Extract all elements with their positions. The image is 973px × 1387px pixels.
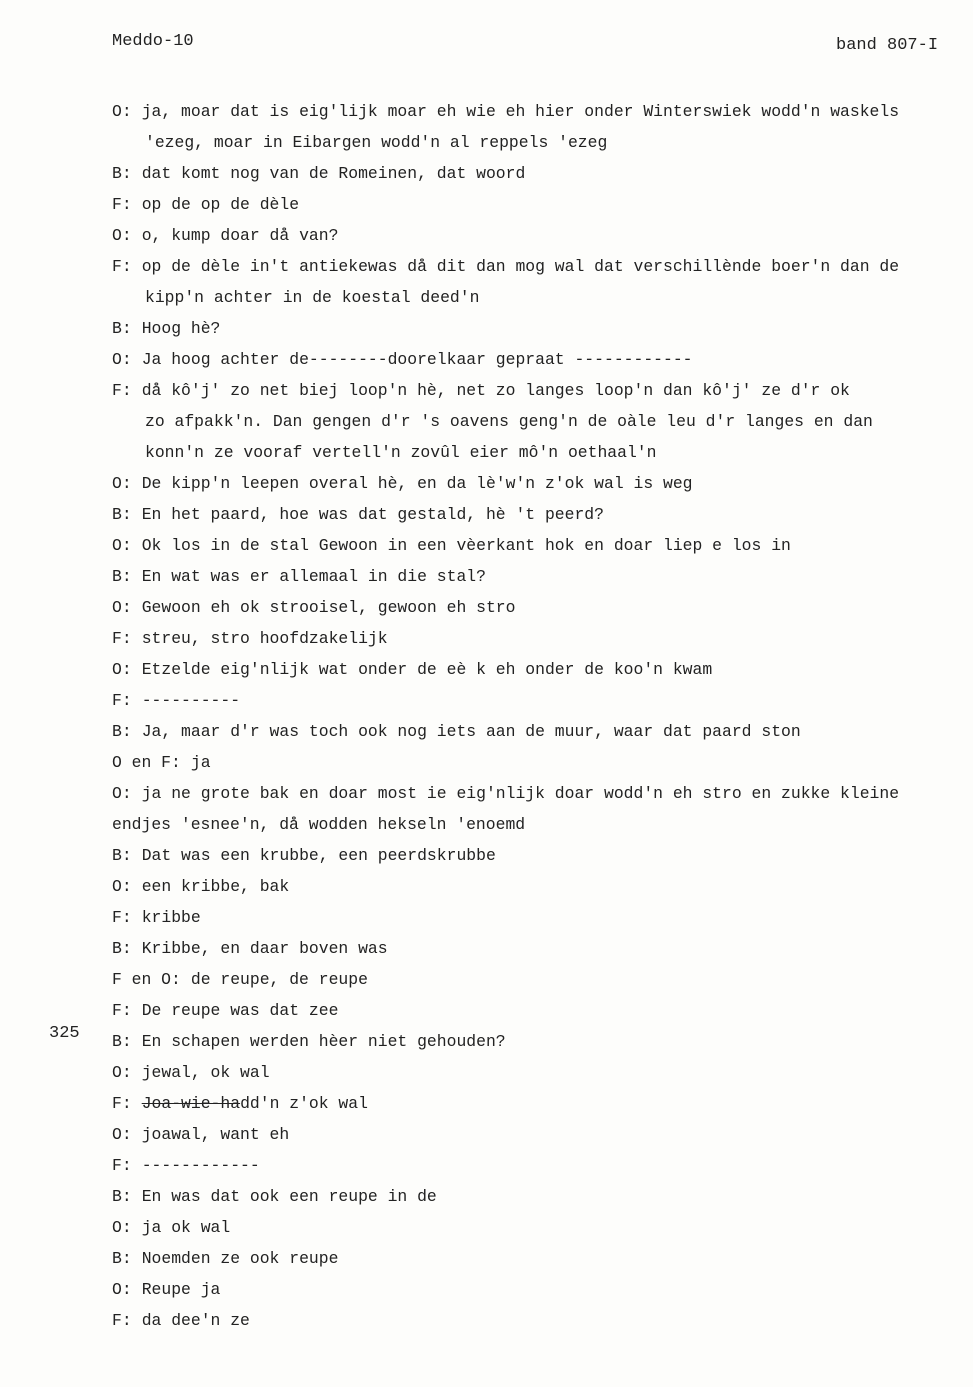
utterance-text: En schapen werden hèer niet gehouden?	[141, 1032, 506, 1051]
speaker-label: O:	[112, 226, 132, 245]
transcript-line	[112, 437, 962, 468]
transcript-line	[112, 1088, 962, 1119]
utterance-text: een kribbe, bak	[141, 877, 290, 896]
speaker-label: B:	[112, 1249, 132, 1268]
transcript-line	[112, 685, 962, 716]
speaker-label: B:	[112, 505, 132, 524]
speaker-label: F:	[112, 257, 132, 276]
transcript-line	[112, 251, 962, 282]
utterance-text: joawal, want eh	[141, 1125, 290, 1144]
transcript-line	[112, 778, 962, 809]
speaker-label: F:	[112, 1156, 132, 1175]
utterance-text: ja ok wal	[141, 1218, 231, 1237]
utterance-text: Ja hoog achter de--------doorelkaar gepraat ------------	[141, 350, 693, 369]
transcript-line	[112, 1212, 962, 1243]
utterance-text: o, kump doar då van?	[141, 226, 339, 245]
transcript-line	[112, 499, 962, 530]
line-counter: 325	[49, 1024, 80, 1043]
utterance-text: Gewoon eh ok strooisel, gewoon eh stro	[141, 598, 516, 617]
transcript-line	[112, 158, 962, 189]
speaker-label: F:	[112, 629, 132, 648]
speaker-label: B:	[112, 846, 132, 865]
transcript-line	[112, 902, 962, 933]
transcript-line	[112, 96, 962, 127]
transcript-line	[112, 840, 962, 871]
utterance-text: De reupe was dat zee	[141, 1001, 339, 1020]
utterance-text: då kô'j' zo net biej loop'n hè, net zo langes loop'n dan kô'j' ze d'r ok	[141, 381, 850, 400]
utterance-text: De kipp'n leepen overal hè, en da lè'w'n z'ok wal is weg	[141, 474, 693, 493]
utterance-text: ----------	[141, 691, 241, 710]
speaker-label: O:	[112, 102, 132, 121]
speaker-label: O:	[112, 1063, 132, 1082]
utterance-text: op de op de dèle	[141, 195, 300, 214]
utterance-text: op de dèle in't antiekewas då dit dan mog wal dat verschillènde boer'n dan de	[141, 257, 900, 276]
transcript-line	[112, 1150, 962, 1181]
transcript-body	[112, 96, 962, 1336]
utterance-text: Dat was een krubbe, een peerdskrubbe	[141, 846, 496, 865]
speaker-label: F:	[112, 1094, 132, 1113]
speaker-label: F:	[112, 1001, 132, 1020]
speaker-label: B:	[112, 1032, 132, 1051]
utterance-text: de reupe, de reupe	[190, 970, 368, 989]
transcript-line	[112, 344, 962, 375]
transcript-line	[112, 468, 962, 499]
transcript-line	[112, 189, 962, 220]
transcript-line	[112, 809, 962, 840]
utterance-text: En het paard, hoe was dat gestald, hè 't peerd?	[141, 505, 604, 524]
speaker-label: B:	[112, 722, 132, 741]
utterance-text: dd'n z'ok wal	[240, 1094, 368, 1113]
transcript-line	[112, 716, 962, 747]
utterance-text: ja ne grote bak en doar most ie eig'nlijk doar wodd'n eh stro en zukke kleine	[141, 784, 900, 803]
speaker-label: F:	[112, 908, 132, 927]
transcript-line	[112, 530, 962, 561]
utterance-text: Reupe ja	[141, 1280, 221, 1299]
transcript-line	[112, 1119, 962, 1150]
utterance-text: Etzelde eig'nlijk wat onder de eè k eh onder de koo'n kwam	[141, 660, 713, 679]
utterance-text: endjes 'esnee'n, då wodden hekseln 'enoemd	[112, 815, 526, 834]
utterance-text: konn'n ze vooraf vertell'n zovûl eier mô'n oethaal'n	[145, 443, 657, 462]
transcript-line	[112, 561, 962, 592]
transcript-line	[112, 654, 962, 685]
transcript-line	[112, 282, 962, 313]
speaker-label: F:	[112, 691, 132, 710]
speaker-label: O:	[112, 877, 132, 896]
speaker-label: O en F:	[112, 753, 181, 772]
utterance-text: streu, stro hoofdzakelijk	[141, 629, 388, 648]
utterance-text: Ja, maar d'r was toch ook nog iets aan de muur, waar dat paard ston	[141, 722, 801, 741]
speaker-label: O:	[112, 536, 132, 555]
utterance-text: 'ezeg, moar in Eibargen wodd'n al reppels 'ezeg	[145, 133, 608, 152]
transcript-line	[112, 1274, 962, 1305]
utterance-text: ja, moar dat is eig'lijk moar eh wie eh hier onder Winterswiek wodd'n waskels	[141, 102, 900, 121]
utterance-text: da dee'n ze	[141, 1311, 250, 1330]
transcript-line	[112, 375, 962, 406]
utterance-text: dat komt nog van de Romeinen, dat woord	[141, 164, 526, 183]
speaker-label: O:	[112, 350, 132, 369]
transcript-line	[112, 1181, 962, 1212]
speaker-label: B:	[112, 1187, 132, 1206]
transcript-line	[112, 406, 962, 437]
speaker-label: B:	[112, 319, 132, 338]
utterance-text: jewal, ok wal	[141, 1063, 270, 1082]
utterance-text: En wat was er allemaal in die stal?	[141, 567, 486, 586]
speaker-label: O:	[112, 598, 132, 617]
utterance-text: kipp'n achter in de koestal deed'n	[145, 288, 480, 307]
transcript-line	[112, 1026, 962, 1057]
transcript-line	[112, 964, 962, 995]
transcript-line	[112, 623, 962, 654]
utterance-text: Noemden ze ook reupe	[141, 1249, 339, 1268]
utterance-text: Kribbe, en daar boven was	[141, 939, 388, 958]
speaker-label: B:	[112, 939, 132, 958]
utterance-text: Hoog hè?	[141, 319, 221, 338]
transcript-line	[112, 1305, 962, 1336]
speaker-label: F:	[112, 1311, 132, 1330]
utterance-text: kribbe	[141, 908, 201, 927]
speaker-label: F en O:	[112, 970, 181, 989]
speaker-label: O:	[112, 1218, 132, 1237]
transcript-line	[112, 313, 962, 344]
transcript-line	[112, 592, 962, 623]
transcript-line	[112, 747, 962, 778]
speaker-label: B:	[112, 567, 132, 586]
speaker-label: F:	[112, 195, 132, 214]
transcript-line	[112, 220, 962, 251]
speaker-label: O:	[112, 784, 132, 803]
utterance-text: zo afpakk'n. Dan gengen d'r 's oavens geng'n de oàle leu d'r langes en dan	[145, 412, 873, 431]
document-id: Meddo-10	[112, 32, 194, 51]
utterance-text: ------------	[141, 1156, 260, 1175]
transcript-line	[112, 127, 962, 158]
speaker-label: B:	[112, 164, 132, 183]
struck-text: Joa-wie-ha	[141, 1094, 241, 1113]
speaker-label: O:	[112, 474, 132, 493]
transcript-line	[112, 871, 962, 902]
utterance-text: Ok los in de stal Gewoon in een vèerkant hok en doar liep e los in	[141, 536, 791, 555]
transcript-line	[112, 995, 962, 1026]
transcript-line	[112, 933, 962, 964]
tape-number: band 807-I	[836, 36, 939, 55]
transcript-line	[112, 1243, 962, 1274]
speaker-label: F:	[112, 381, 132, 400]
speaker-label: O:	[112, 660, 132, 679]
utterance-text: En was dat ook een reupe in de	[141, 1187, 437, 1206]
speaker-label: O:	[112, 1280, 132, 1299]
speaker-label: O:	[112, 1125, 132, 1144]
utterance-text: ja	[190, 753, 211, 772]
transcript-line	[112, 1057, 962, 1088]
